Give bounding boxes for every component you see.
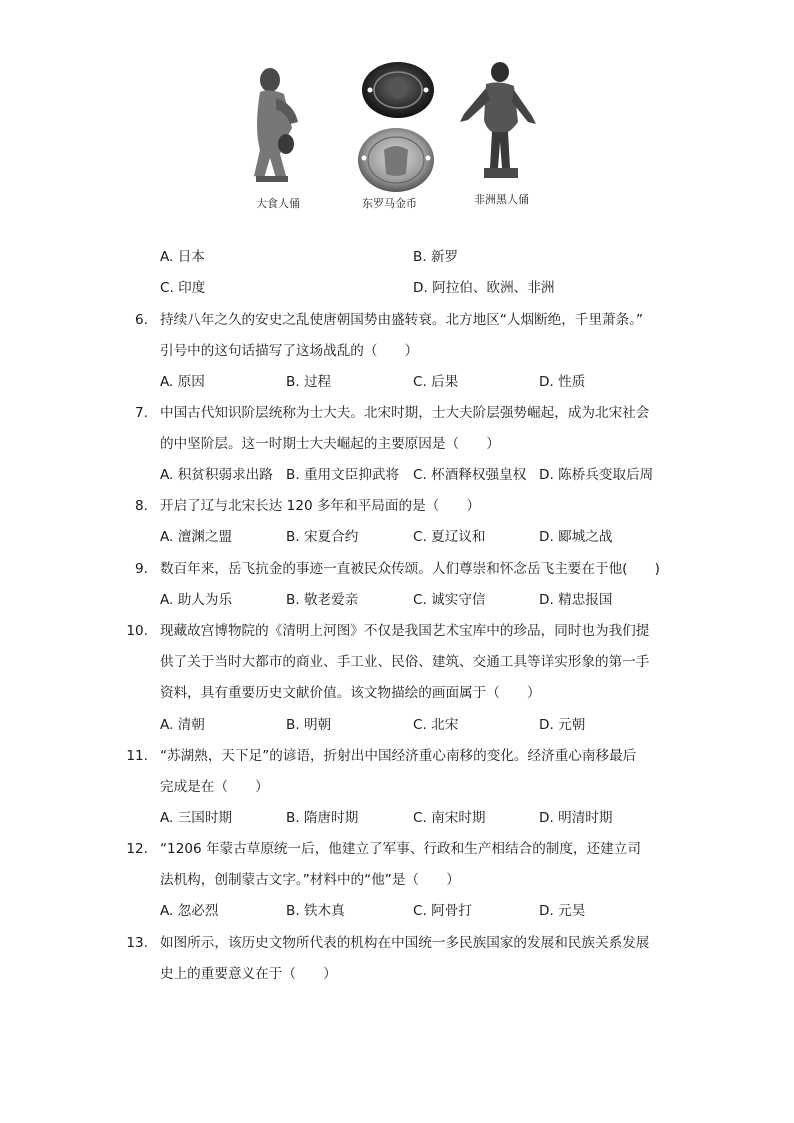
option-c[interactable]: C. 北宋 xyxy=(413,717,459,733)
option-a[interactable]: A. 助人为乐 xyxy=(160,592,233,608)
artifact-figure xyxy=(246,58,548,216)
option-a[interactable]: A. 忽必烈 xyxy=(160,903,219,919)
option-b[interactable]: B. 新罗 xyxy=(413,249,459,265)
option-b[interactable]: B. 重用文臣抑武将 xyxy=(286,467,400,483)
option-d[interactable]: D. 性质 xyxy=(539,374,586,390)
question-number: 12. xyxy=(126,841,148,857)
option-b[interactable]: B. 宋夏合约 xyxy=(286,529,359,545)
option-c[interactable]: C. 印度 xyxy=(160,280,206,296)
option-c[interactable]: C. 诚实守信 xyxy=(413,592,486,608)
option-d[interactable]: D. 阿拉伯、欧洲、非洲 xyxy=(413,280,555,296)
caption-dashi-figurine: 大食人俑 xyxy=(256,197,300,210)
question-text-line: 现藏故宫博物院的《清明上河图》不仅是我国艺术宝库中的珍品，同时也为我们提 xyxy=(160,623,650,639)
caption-african-figurine: 非洲黑人俑 xyxy=(474,193,529,206)
option-a[interactable]: A. 澶渊之盟 xyxy=(160,529,233,545)
question-text-line: 的中坚阶层。这一时期士大夫崛起的主要原因是（ ） xyxy=(160,436,500,452)
option-a[interactable]: A. 清朝 xyxy=(160,717,205,733)
option-b[interactable]: B. 明朝 xyxy=(286,717,332,733)
option-a[interactable]: A. 日本 xyxy=(160,249,205,265)
option-c[interactable]: C. 杯酒释权强皇权 xyxy=(413,467,527,483)
question-text-line: “1206 年蒙古草原统一后，他建立了军事、行政和生产相结合的制度，还建立司 xyxy=(160,841,641,857)
question-text-line: 如图所示，该历史文物所代表的机构在中国统一多民族国家的发展和民族关系发展 xyxy=(160,935,650,951)
question-number: 7. xyxy=(135,405,148,421)
option-c[interactable]: C. 阿骨打 xyxy=(413,903,472,919)
option-a[interactable]: A. 原因 xyxy=(160,374,205,390)
question-text-line: 供了关于当时大都市的商业、手工业、民俗、建筑、交通工具等详实形象的第一手 xyxy=(160,654,650,670)
question-text-line: 中国古代知识阶层统称为士大夫。北宋时期，士大夫阶层强势崛起，成为北宋社会 xyxy=(160,405,650,421)
question-number: 8. xyxy=(135,498,148,514)
caption-byzantine-coin: 东罗马金币 xyxy=(362,197,417,210)
question-text-line: 完成是在（ ） xyxy=(160,779,269,795)
question-number: 13. xyxy=(126,935,148,951)
option-c[interactable]: C. 夏辽议和 xyxy=(413,529,486,545)
question-text-line: “苏湖熟，天下足”的谚语，折射出中国经济重心南移的变化。经济重心南移最后 xyxy=(160,748,637,764)
african-figurine-image xyxy=(460,62,536,178)
question-text-line: 资料，具有重要历史文献价值。该文物描绘的画面属于（ ） xyxy=(160,685,541,701)
option-d[interactable]: D. 精忠报国 xyxy=(539,592,613,608)
option-d[interactable]: D. 明清时期 xyxy=(539,810,613,826)
question-text-line: 开启了辽与北宋长达 120 多年和平局面的是（ ） xyxy=(160,498,481,514)
question-text-line: 数百年来，岳飞抗金的事迹一直被民众传颂。人们尊崇和怀念岳飞主要在于他( ) xyxy=(160,561,660,577)
question-text-line: 引号中的这句话描写了这场战乱的（ ） xyxy=(160,343,419,359)
option-d[interactable]: D. 陈桥兵变取后周 xyxy=(539,467,654,483)
question-number: 10. xyxy=(126,623,148,639)
question-text-line: 史上的重要意义在于（ ） xyxy=(160,966,337,982)
question-text-line: 持续八年之久的安史之乱使唐朝国势由盛转衰。北方地区“人烟断绝，千里萧条。” xyxy=(160,312,644,328)
option-b[interactable]: B. 敬老爱亲 xyxy=(286,592,359,608)
question-text-line: 法机构，创制蒙古文字。”材料中的“他”是（ ） xyxy=(160,872,460,888)
byzantine-coins-image xyxy=(358,62,434,192)
option-b[interactable]: B. 隋唐时期 xyxy=(286,810,359,826)
question-number: 9. xyxy=(135,561,148,577)
dashi-figurine-image xyxy=(254,68,298,182)
option-b[interactable]: B. 过程 xyxy=(286,374,332,390)
question-number: 11. xyxy=(126,748,148,764)
option-b[interactable]: B. 铁木真 xyxy=(286,903,345,919)
option-a[interactable]: A. 积贫积弱求出路 xyxy=(160,467,273,483)
option-d[interactable]: D. 元昊 xyxy=(539,903,586,919)
option-c[interactable]: C. 后果 xyxy=(413,374,459,390)
option-d[interactable]: D. 郾城之战 xyxy=(539,529,613,545)
option-d[interactable]: D. 元朝 xyxy=(539,717,586,733)
question-number: 6. xyxy=(135,312,148,328)
option-a[interactable]: A. 三国时期 xyxy=(160,810,233,826)
option-c[interactable]: C. 南宋时期 xyxy=(413,810,486,826)
